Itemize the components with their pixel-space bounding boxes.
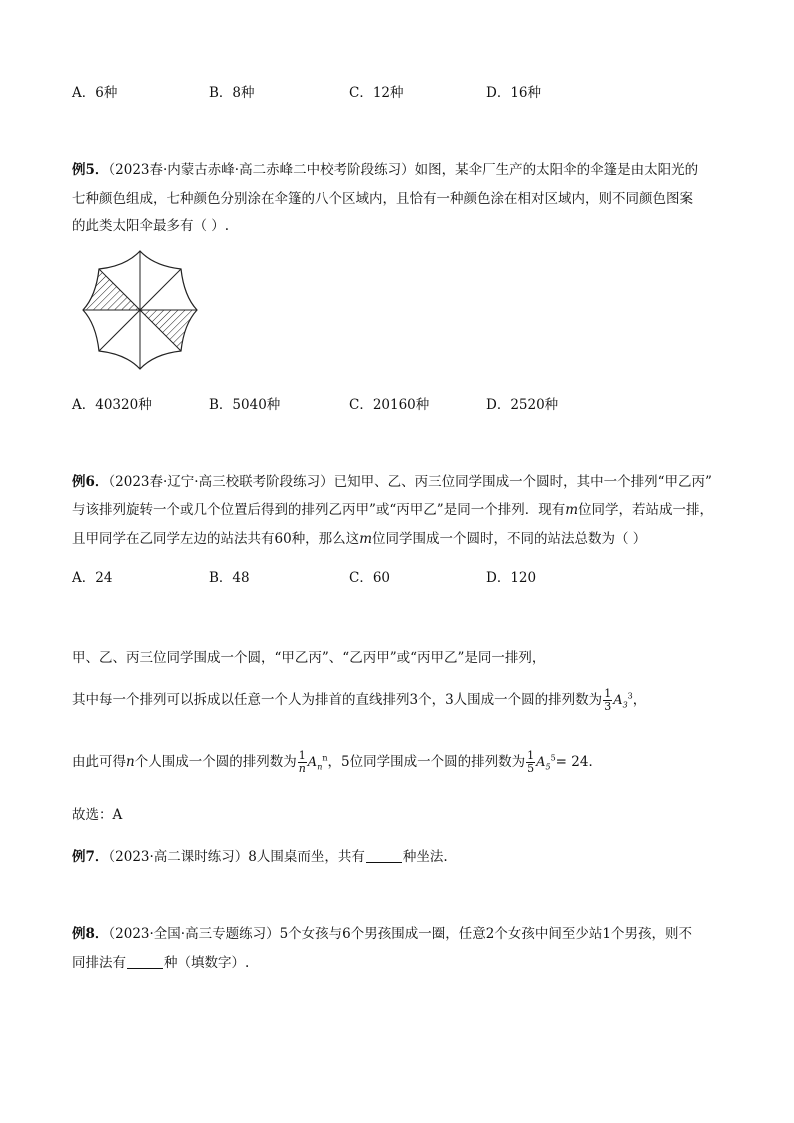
fraction: $\frac{1}{n}$ [298, 749, 306, 775]
q4-option-c[interactable]: C．12种 [349, 85, 404, 101]
q6-option-b[interactable]: B．48 [209, 570, 250, 586]
fraction: $\frac{1}{3}$ [604, 687, 612, 713]
q6-option-a[interactable]: A．24 [72, 570, 113, 586]
q5-option-b[interactable]: B．5040种 [209, 397, 281, 413]
var-n: n [126, 754, 135, 770]
q6-line-1: 例6．（2023春·辽宁·高三校联考阶段练习）已知甲、乙、丙三位同学围成一个圆时，其中一个排列“甲乙丙” [72, 474, 712, 490]
q5-option-c[interactable]: C．20160种 [349, 397, 430, 413]
solution-answer: 故选：A [72, 807, 123, 823]
q7-label: 例7． [72, 849, 109, 865]
q6-option-c[interactable]: C．60 [349, 570, 391, 586]
q6-label: 例6． [72, 474, 109, 490]
q5-option-d[interactable]: D．2520种 [486, 397, 559, 413]
q6-line-3: 且甲同学在乙同学左边的站法共有60种，那么这m位同学围成一个圆时，不同的站法总数为（ ） [72, 531, 647, 547]
fraction: $\frac{1}{5}$ [527, 749, 535, 775]
umbrella-diagram [74, 244, 206, 376]
q5-line-2: 七种颜色组成，七种颜色分别涂在伞篷的八个区域内，且恰有一种颜色涂在相对区域内，则不同颜色图案 [72, 191, 693, 207]
solution-line-3: 由此可得n个人围成一个圆的排列数为 $\frac{1}{n}$ $A_n^n$，5位同学围成一个圆的排列数为 $\frac{1}{5}$ $A_5^5= 24$． [72, 749, 602, 775]
permutation-symbol: $A_5^5$ [536, 753, 556, 772]
permutation-symbol: $A_3^3$ [613, 691, 633, 710]
q8-line-1: 例8．（2023·全国·高三专题练习）5个女孩与6个男孩围成一圈，任意2个女孩中间至少站1个男孩，则不 [72, 926, 692, 942]
q5-label: 例5． [72, 162, 109, 178]
q7-line: 例7．（2023·高二课时练习）8人围桌而坐，共有 种坐法. [72, 849, 448, 865]
q6-line-2: 与该排列旋转一个或几个位置后得到的排列乙丙甲”或“丙甲乙”是同一个排列．现有m位同学，若站成一排， [72, 502, 714, 518]
q8-label: 例8． [72, 926, 109, 942]
q5-line-1: 例5．（2023春·内蒙古赤峰·高二赤峰二中校考阶段练习）如图，某伞厂生产的太阳伞的伞篷是由太阳光的 [72, 162, 699, 178]
var-m: m [359, 531, 372, 547]
q5-line-3: 的此类太阳伞最多有（ ）. [72, 218, 230, 234]
q4-option-b[interactable]: B．8种 [209, 85, 255, 101]
q4-option-d[interactable]: D．16种 [486, 85, 542, 101]
solution-line-2: 其中每一个排列可以拆成以任意一个人为排首的直线排列3个，3人围成一个圆的排列数为 $\frac{1}{3}$ $A_3^3$， [72, 687, 647, 713]
answer-blank[interactable] [127, 954, 163, 969]
var-m: m [565, 502, 579, 518]
q8-line-2: 同排法有 种（填数字）. [72, 955, 250, 971]
solution-line-1: 甲、乙、丙三位同学围成一个圆，“甲乙丙”、“乙丙甲”或“丙甲乙”是同一排列， [72, 650, 546, 666]
q4-option-a[interactable]: A．6种 [72, 85, 118, 101]
q5-option-a[interactable]: A．40320种 [72, 397, 152, 413]
answer-blank[interactable] [366, 848, 402, 863]
permutation-symbol: $A_n^n$ [307, 753, 328, 772]
q6-option-d[interactable]: D．120 [486, 570, 537, 586]
shaded-region-left [83, 269, 140, 310]
shaded-region-right [140, 310, 197, 351]
